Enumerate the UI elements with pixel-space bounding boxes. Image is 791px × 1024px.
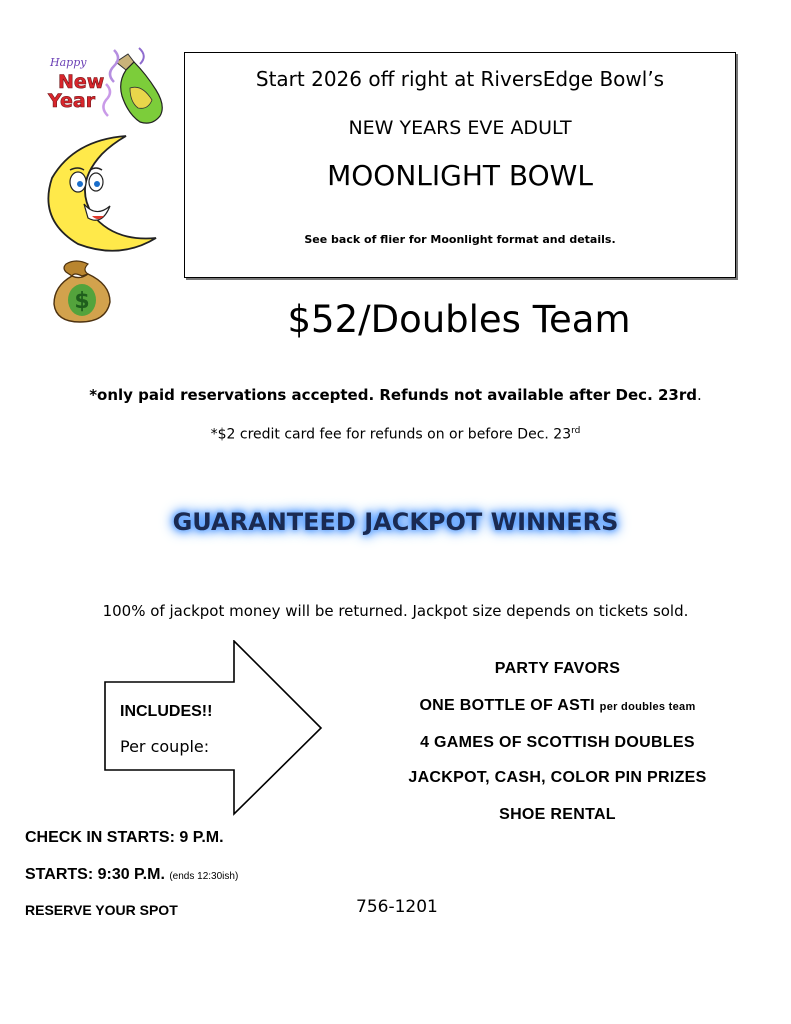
fee-note-text: *$2 credit card fee for refunds on or before Dec. 23 [210,426,572,443]
favor-asti-note: per doubles team [599,701,696,713]
intro-text: Start 2026 off right at RiversEdge Bowl’s [255,67,665,91]
favor-asti [360,697,755,715]
money-bag-icon [48,256,118,326]
new-year-clipart [44,44,169,136]
svg-text:$: $ [74,289,90,314]
checkin-time: CHECK IN STARTS: 9 P.M. [25,829,224,846]
fee-note [0,426,791,443]
reservation-note [0,386,791,404]
details-note: See back of flier for Moonlight format and details. [304,233,616,246]
includes-label: INCLUDES!! [120,703,213,720]
event-subtitle: NEW YEARS EVE ADULT [348,117,572,139]
favor-prizes: JACKPOT, CASH, COLOR PIN PRIZES [408,769,707,786]
jackpot-heading: GUARANTEED JACKPOT WINNERS [172,508,619,536]
includes-arrow-icon [104,640,324,816]
end-time-note: (ends 12:30ish) [169,871,239,882]
favor-party-favors: PARTY FAVORS [494,660,621,677]
start-time-text: STARTS: 9:30 P.M. [25,866,165,883]
start-time [25,866,238,884]
phone-number: 756-1201 [356,897,438,917]
favor-games: 4 GAMES OF SCOTTISH DOUBLES [420,734,695,751]
reserve-callout: RESERVE YOUR SPOT [25,902,178,918]
year-text: Year [48,90,96,112]
reservation-note-period: . [697,386,702,404]
moon-clipart [44,134,164,256]
price-heading: $52/Doubles Team [287,298,631,341]
reservation-note-text: *only paid reservations accepted. Refunds not available after Dec. 23rd [89,386,697,404]
happy-text: Happy [50,56,87,69]
favor-shoe-rental: SHOE RENTAL [499,806,616,823]
favor-asti-text: ONE BOTTLE OF ASTI [419,697,595,714]
champagne-bottle-icon [116,54,162,123]
fee-note-sup: rd [571,426,581,436]
header-box [184,52,736,278]
jackpot-note: 100% of jackpot money will be returned. Jackpot size depends on tickets sold. [102,602,689,620]
new-text: New [58,71,105,93]
event-title: MOONLIGHT BOWL [327,159,593,192]
includes-sublabel: Per couple: [120,737,210,756]
